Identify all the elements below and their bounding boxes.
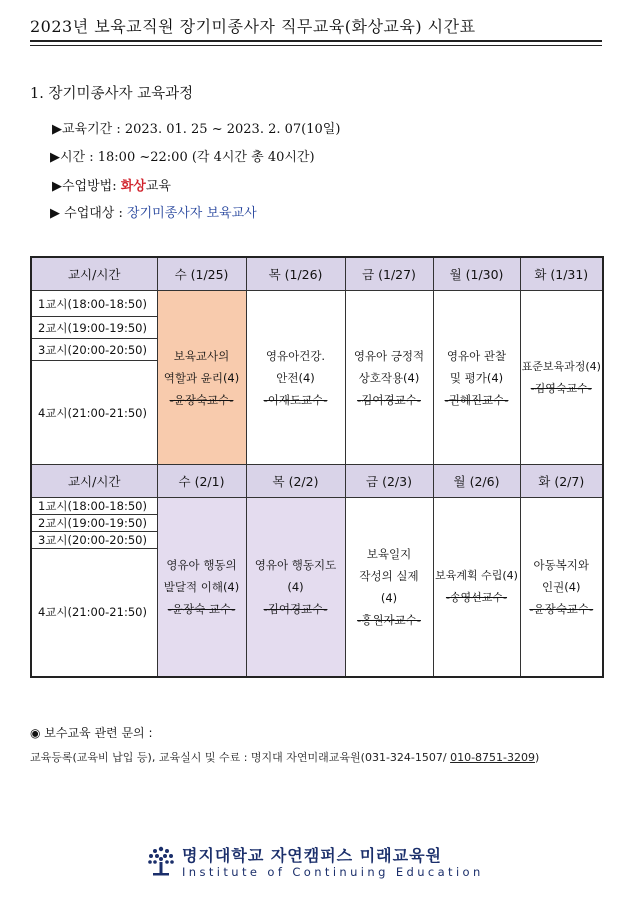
target-info [50, 202, 257, 221]
week2-header-1: 수 (2/1) [157, 465, 246, 498]
method-info [52, 175, 171, 194]
class-instructor: -김여경교수- [263, 601, 328, 616]
class-instructor: -송영선교수- [445, 590, 508, 604]
week1-period-1: 1교시(18:00-18:50) [31, 291, 157, 317]
week2-class-wed [157, 498, 246, 677]
class-title-line: (4) [380, 590, 398, 605]
section-heading: 1. 장기미종사자 교육과정 [30, 86, 194, 102]
week1-header-2: 목 (1/26) [246, 257, 345, 291]
class-instructor: -권혜진교수- [444, 392, 509, 407]
week2-class-tue [520, 498, 603, 677]
footer-name-english: Institute of Continuing Education [182, 865, 484, 879]
class-instructor: -윤장숙 교수- [167, 601, 236, 616]
period-info: ▶교육기간 : 2023. 01. 25 ~ 2023. 2. 07(10일) [52, 122, 341, 137]
method-prefix: ▶수업방법: [52, 179, 121, 194]
week2-header-0: 교시/시간 [31, 465, 157, 498]
class-instructor: -윤장숙교수- [529, 601, 594, 616]
method-suffix: 교육 [145, 179, 171, 194]
week1-header-1: 수 (1/25) [157, 257, 246, 291]
week1-class-mon [433, 291, 520, 465]
week1-class-fri [345, 291, 433, 465]
week1-class-tue [520, 291, 603, 465]
class-title-line: 작성의 실제 [359, 568, 419, 583]
week1-row-1 [31, 291, 603, 317]
class-title-line: 발달적 이해(4) [163, 579, 240, 594]
class-title-line: 영유아 관찰 [446, 348, 507, 363]
week2-row-1 [31, 498, 603, 515]
week2-header-row [31, 465, 603, 498]
class-title-line: 영유아 행동의 [166, 557, 237, 572]
class-instructor: -김여경교수- [357, 392, 421, 407]
target-value: 장기미종사자 보육교사 [127, 206, 257, 221]
week1-header-0: 교시/시간 [31, 257, 157, 291]
week2-class-fri [345, 498, 433, 677]
week2-class-mon [433, 498, 520, 677]
week2-period-1: 1교시(18:00-18:50) [31, 498, 157, 515]
week2-period-3: 3교시(20:00-20:50) [31, 532, 157, 549]
class-instructor: -김영숙교수- [530, 381, 592, 395]
class-instructor: -윤장숙교수- [169, 392, 234, 407]
target-prefix: ▶ 수업대상 : [50, 206, 128, 221]
class-title-line: 영유아 행동지도 [254, 557, 337, 572]
class-title-line: 역할과 윤리(4) [163, 370, 240, 385]
schedule-table [30, 256, 604, 678]
week2-header-3: 금 (2/3) [345, 465, 433, 498]
class-title-line: 보육일지 [366, 546, 412, 561]
time-info: ▶시간 : 18:00 ~22:00 (각 4시간 총 40시간) [50, 150, 315, 165]
week1-period-4: 4교시(21:00-21:50) [31, 361, 157, 465]
class-title-line: 보육교사의 [173, 348, 230, 363]
contact-heading: ◉ 보수교육 관련 문의 : [30, 726, 153, 740]
class-title-line: 보육계획 수립(4) [435, 568, 518, 582]
contact-close: ) [535, 751, 540, 764]
footer-name-korean: 명지대학교 자연캠퍼스 미래교육원 [182, 846, 442, 865]
week1-period-2: 2교시(19:00-19:50) [31, 317, 157, 339]
class-title-line: 영유아 긍정적 [353, 348, 425, 363]
week1-header-row [31, 257, 603, 291]
method-highlight: 화상 [120, 179, 146, 194]
week1-header-5: 화 (1/31) [520, 257, 603, 291]
week2-header-2: 목 (2/2) [246, 465, 345, 498]
class-title-line: 및 평가(4) [449, 370, 504, 385]
week2-header-4: 월 (2/6) [433, 465, 520, 498]
class-title-line: 표준보육과정(4) [521, 359, 601, 373]
class-title-line: 인권(4) [541, 579, 581, 594]
class-instructor: -홍원자교수- [357, 612, 421, 627]
class-title-line: 영유아건강. [265, 348, 326, 363]
contact-info [30, 749, 539, 765]
contact-text: 교육등록(교육비 납입 등), 교육실시 및 수료 : 명지대 자연미래교육원(031-324-1507/ [30, 751, 451, 764]
week1-class-thu [246, 291, 345, 465]
week2-header-5: 화 (2/7) [520, 465, 603, 498]
week2-period-2: 2교시(19:00-19:50) [31, 515, 157, 532]
page-title: 2023년 보육교직원 장기미종사자 직무교육(화상교육) 시간표 [30, 14, 602, 42]
week2-period-4: 4교시(21:00-21:50) [31, 549, 157, 677]
week2-class-thu [246, 498, 345, 677]
week1-header-4: 월 (1/30) [433, 257, 520, 291]
week1-period-3: 3교시(20:00-20:50) [31, 339, 157, 361]
class-title-line: 아동복지와 [533, 557, 590, 572]
class-title-line: 상호작용(4) [358, 370, 420, 385]
institute-logo-icon [146, 845, 176, 877]
class-title-line: (4) [287, 579, 304, 594]
week1-class-wed [157, 291, 246, 465]
class-instructor: -이재도교수- [263, 392, 328, 407]
class-title-line: 안전(4) [276, 370, 315, 385]
week1-header-3: 금 (1/27) [345, 257, 433, 291]
contact-phone: 010-8751-3209 [450, 751, 536, 764]
